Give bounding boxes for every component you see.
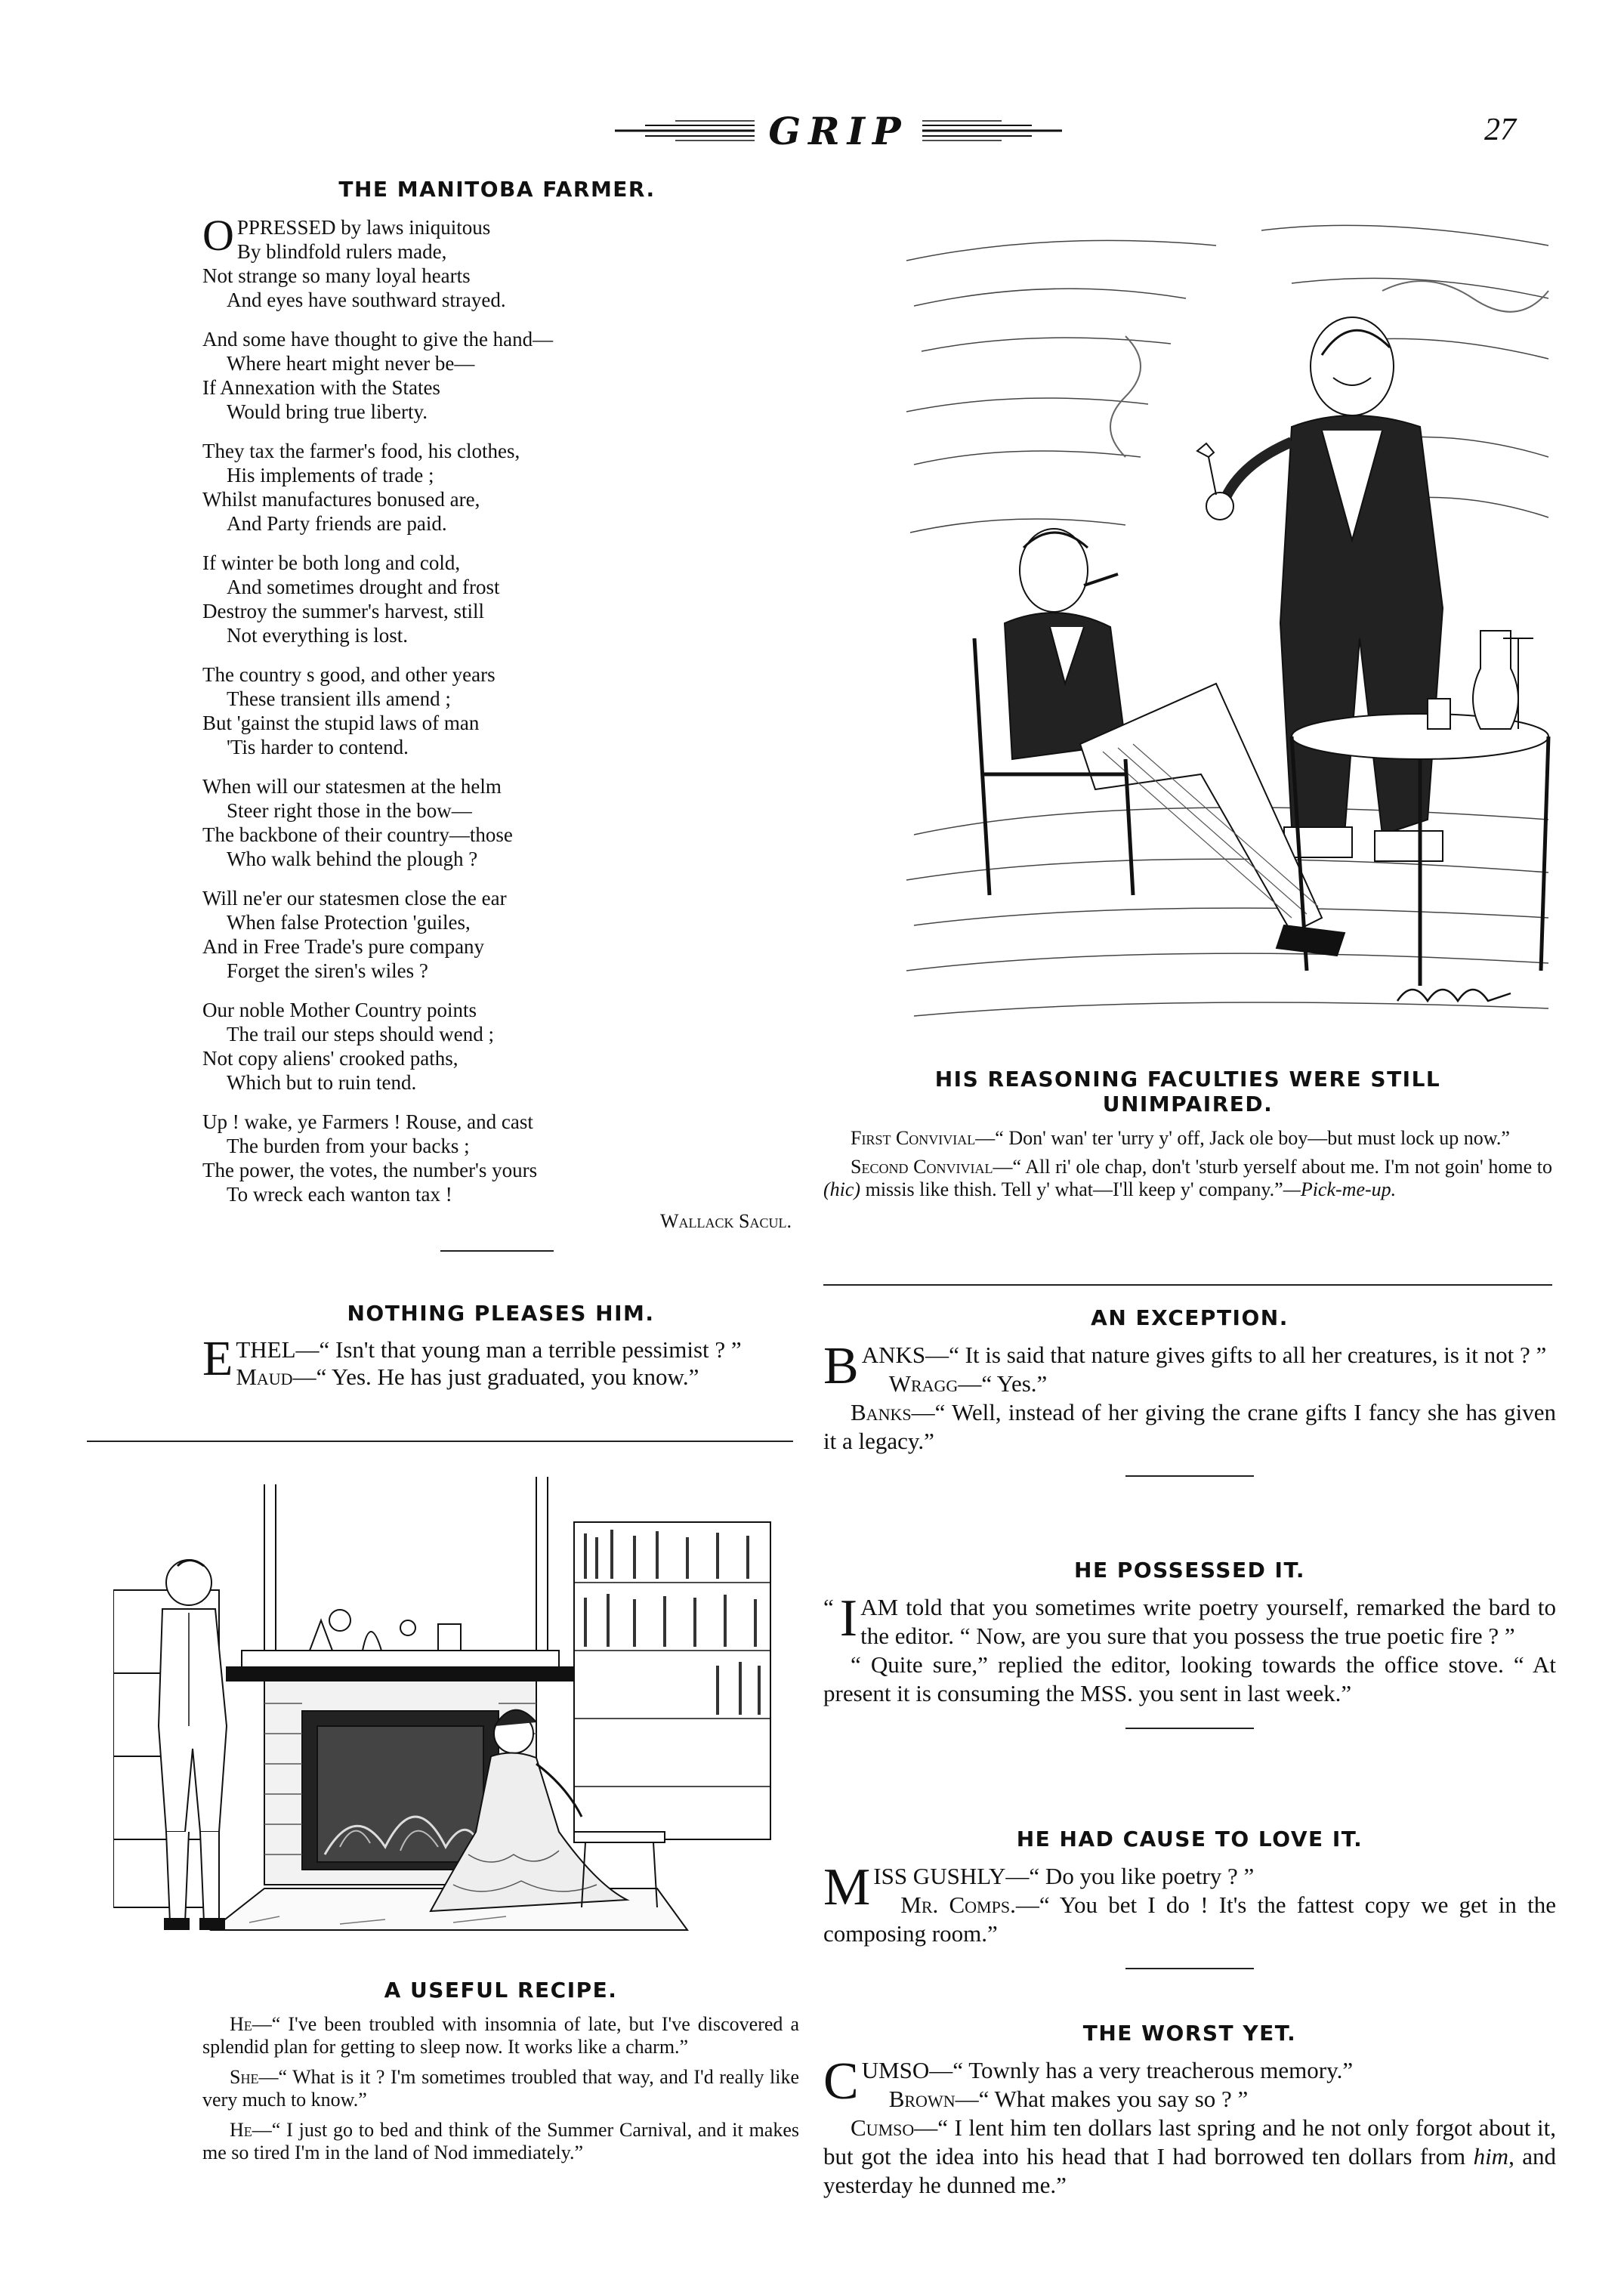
speaker: Mr. Comps bbox=[900, 1892, 1011, 1918]
poem-line: Would bring true liberty. bbox=[227, 400, 428, 423]
poem-stanza bbox=[202, 211, 792, 312]
masthead-title: GRIP bbox=[768, 108, 909, 153]
section-divider bbox=[87, 1441, 793, 1442]
reasoning-faculties-article bbox=[823, 1067, 1552, 1201]
poem-line: Where heart might never be— bbox=[227, 352, 475, 375]
speaker: THEL bbox=[236, 1336, 296, 1363]
poem-line: They tax the farmer's food, his clothes, bbox=[202, 440, 520, 462]
speaker: He bbox=[230, 2119, 252, 2141]
section-divider bbox=[1125, 1475, 1254, 1477]
poem-stanza bbox=[202, 439, 792, 536]
dialogue-text: —“ Isn't that young man a terrible pessimist ? ” bbox=[295, 1336, 742, 1363]
reasoning-faculties-body bbox=[823, 1127, 1552, 1201]
dialogue-text: —“ All ri' ole chap, don't 'sturb yerself about me. I'm not goin' home to bbox=[993, 1156, 1552, 1178]
poem-line: The trail our steps should wend ; bbox=[227, 1023, 494, 1045]
poem-line: When false Protection 'guiles, bbox=[227, 911, 471, 934]
poem-stanza bbox=[202, 774, 792, 871]
dialogue-text: —“ Yes.” bbox=[958, 1370, 1048, 1397]
section-divider bbox=[1125, 1728, 1254, 1729]
drop-cap: O bbox=[202, 211, 234, 260]
dialogue-text: (hic) bbox=[823, 1178, 861, 1200]
poem-line: By blindfold rulers made, bbox=[236, 240, 447, 263]
poem-line: But 'gainst the stupid laws of man bbox=[202, 712, 480, 734]
dialogue-text: ANKS—“ It is said that nature gives gifts to all her creatures, is it not ? ” bbox=[861, 1342, 1547, 1368]
poem-stanza bbox=[202, 551, 792, 647]
poem-line: And sometimes drought and frost bbox=[227, 576, 500, 598]
nothing-pleases-title: NOTHING PLEASES HIM. bbox=[347, 1301, 655, 1326]
speaker: Second Convivial bbox=[851, 1156, 993, 1178]
section-divider bbox=[1125, 1968, 1254, 1969]
poem-line: The country s good, and other years bbox=[202, 663, 496, 686]
speaker: Brown bbox=[888, 2086, 956, 2112]
useful-recipe-title: A USEFUL RECIPE. bbox=[384, 1978, 618, 2003]
poem-stanza bbox=[202, 662, 792, 759]
poem-signature: Wallack Sacul. bbox=[660, 1210, 792, 1232]
section-divider bbox=[440, 1250, 554, 1252]
manitoba-farmer-title: THE MANITOBA FARMER. bbox=[338, 177, 656, 202]
poem-line: Up ! wake, ye Farmers ! Rouse, and cast bbox=[202, 1110, 533, 1133]
poem-line: The power, the votes, the number's yours bbox=[202, 1159, 538, 1181]
reasoning-faculties-title bbox=[823, 1067, 1552, 1116]
poem-line: And Party friends are paid. bbox=[227, 512, 447, 535]
poem-line: His implements of trade ; bbox=[227, 464, 434, 486]
poem-stanza bbox=[202, 327, 792, 424]
he-possessed-it-title: HE POSSESSED IT. bbox=[1074, 1558, 1305, 1583]
manitoba-farmer-poem bbox=[202, 211, 792, 1234]
dialogue-text: —“ What makes you say so ? ” bbox=[955, 2086, 1249, 2112]
dialogue-text: —“ Yes. He has just graduated, you know.” bbox=[292, 1363, 699, 1390]
poem-line: Whilst manufactures bonused are, bbox=[202, 488, 480, 511]
dialogue-text: —“ I lent him ten dollars last spring and he not only forgot about it, but got the idea into his head that I had borrowed ten dollars from bbox=[823, 2114, 1556, 2169]
title-line: HIS REASONING FACULTIES WERE STILL bbox=[934, 1067, 1441, 1092]
dialogue-text: —“ Don' wan' ter 'urry y' off, Jack ole boy—but must lock up now.” bbox=[975, 1127, 1510, 1149]
poem-line: To wreck each wanton tax ! bbox=[227, 1183, 452, 1206]
speaker: Wragg bbox=[888, 1370, 959, 1397]
an-exception-article bbox=[823, 1305, 1556, 1477]
drop-cap: C bbox=[823, 2052, 859, 2111]
poem-line: And some have thought to give the hand— bbox=[202, 328, 554, 351]
poem-line: The burden from your backs ; bbox=[227, 1135, 470, 1157]
an-exception-title: AN EXCEPTION. bbox=[1091, 1305, 1289, 1330]
poem-line: If Annexation with the States bbox=[202, 376, 440, 399]
poem-line: Our noble Mother Country points bbox=[202, 999, 477, 1021]
poem-line: Destroy the summer's harvest, still bbox=[202, 600, 485, 622]
convivials-illustration bbox=[899, 215, 1560, 1042]
poem-line: When will our statesmen at the helm bbox=[202, 775, 502, 798]
masthead-right-ornament bbox=[922, 116, 1062, 146]
manitoba-farmer-article bbox=[202, 177, 792, 1252]
speaker: She bbox=[230, 2066, 259, 2088]
worst-yet-article bbox=[823, 2021, 1556, 2200]
fireplace-drawing bbox=[113, 1477, 786, 1953]
dialogue-text: AM told that you sometimes write poetry yourself, remarked the bard to the editor. “ Now, are you sure that you possess the true poetic fire ? ” bbox=[860, 1594, 1556, 1649]
an-exception-body bbox=[823, 1337, 1556, 1456]
convivials-drawing bbox=[899, 215, 1560, 1042]
poem-line: Not strange so many loyal hearts bbox=[202, 264, 471, 287]
title-line: UNIMPAIRED. bbox=[1102, 1092, 1274, 1116]
useful-recipe-article bbox=[202, 1978, 799, 2164]
dialogue-text: —“ What is it ? I'm sometimes troubled that way, and I'd really like very much to know.” bbox=[202, 2066, 799, 2111]
dialogue-text: —“ I've been troubled with insomnia of late, but I've discovered a splendid plan for getting to sleep now. It works like a charm.” bbox=[202, 2013, 799, 2058]
masthead-left-ornament bbox=[615, 116, 755, 146]
speaker: Maud bbox=[236, 1363, 293, 1390]
fireplace-illustration bbox=[113, 1477, 786, 1953]
poem-line: PPRESSED by laws iniquitous bbox=[236, 216, 491, 239]
worst-yet-title: THE WORST YET. bbox=[1082, 2021, 1297, 2046]
open-quote: “ bbox=[823, 1594, 834, 1620]
nothing-pleases-article bbox=[202, 1301, 799, 1391]
drop-cap: M bbox=[823, 1858, 871, 1916]
nothing-pleases-body bbox=[202, 1331, 799, 1391]
dialogue-text: ISS GUSHLY—“ Do you like poetry ? ” bbox=[873, 1863, 1255, 1889]
masthead bbox=[589, 104, 1088, 157]
speaker: Banks bbox=[851, 1399, 912, 1425]
dialogue-text: —“ Well, instead of her giving the crane gifts I fancy she has given it a legacy.” bbox=[823, 1399, 1556, 1454]
poem-line: And eyes have southward strayed. bbox=[227, 289, 506, 311]
dialogue-text: missis like thish. Tell y' what—I'll keep y' company.” bbox=[860, 1178, 1283, 1200]
dialogue-text: “ Quite sure,” replied the editor, looking towards the office stove. “ At present it is consuming the MSS. you sent in last week.” bbox=[823, 1651, 1556, 1706]
speaker: He bbox=[230, 2013, 252, 2035]
poem-stanza bbox=[202, 1110, 792, 1206]
speaker: Cumso bbox=[851, 2114, 915, 2141]
useful-recipe-body bbox=[202, 2013, 799, 2164]
poem-line: Who walk behind the plough ? bbox=[227, 848, 478, 870]
worst-yet-body bbox=[823, 2052, 1557, 2200]
poem-line: Will ne'er our statesmen close the ear bbox=[202, 887, 507, 909]
poem-line: 'Tis harder to contend. bbox=[227, 736, 409, 758]
section-divider bbox=[823, 1284, 1552, 1286]
poem-stanza bbox=[202, 886, 792, 983]
page-number: 27 bbox=[1484, 113, 1516, 147]
dialogue-text: .—“ You bet I do ! It's the fattest copy we get in the composing room.” bbox=[823, 1892, 1556, 1947]
dialogue-text: , and yesterday he dunned me.” bbox=[823, 2143, 1557, 2198]
poem-line: Forget the siren's wiles ? bbox=[227, 959, 428, 982]
speaker: First Convivial bbox=[851, 1127, 976, 1149]
poem-line: If winter be both long and cold, bbox=[202, 551, 461, 574]
drop-cap: E bbox=[202, 1331, 233, 1386]
poem-line: These transient ills amend ; bbox=[227, 687, 451, 710]
he-possessed-it-article bbox=[823, 1558, 1556, 1729]
poem-line: Not everything is lost. bbox=[227, 624, 408, 647]
dialogue-text: UMSO—“ Townly has a very treacherous memory.” bbox=[861, 2057, 1354, 2083]
poem-line: And in Free Trade's pure company bbox=[202, 935, 485, 958]
source-credit: —Pick-me-up. bbox=[1283, 1178, 1397, 1200]
poem-stanza bbox=[202, 998, 792, 1095]
poem-line: Not copy aliens' crooked paths, bbox=[202, 1047, 458, 1070]
poem-line: Which but to ruin tend. bbox=[227, 1071, 417, 1094]
dialogue-text: him bbox=[1473, 2143, 1509, 2169]
cause-to-love-title: HE HAD CAUSE TO LOVE IT. bbox=[1016, 1827, 1363, 1851]
drop-cap: I bbox=[839, 1589, 858, 1648]
dialogue-text: —“ I just go to bed and think of the Summer Carnival, and it makes me so tired I'm in the land of Nod immediately.” bbox=[202, 2119, 799, 2163]
cause-to-love-article bbox=[823, 1827, 1556, 1969]
he-possessed-it-body bbox=[823, 1589, 1556, 1708]
poem-line: The backbone of their country—those bbox=[202, 823, 513, 846]
drop-cap: B bbox=[823, 1337, 859, 1395]
cause-to-love-body bbox=[823, 1858, 1556, 1948]
poem-line: Steer right those in the bow— bbox=[227, 799, 472, 822]
